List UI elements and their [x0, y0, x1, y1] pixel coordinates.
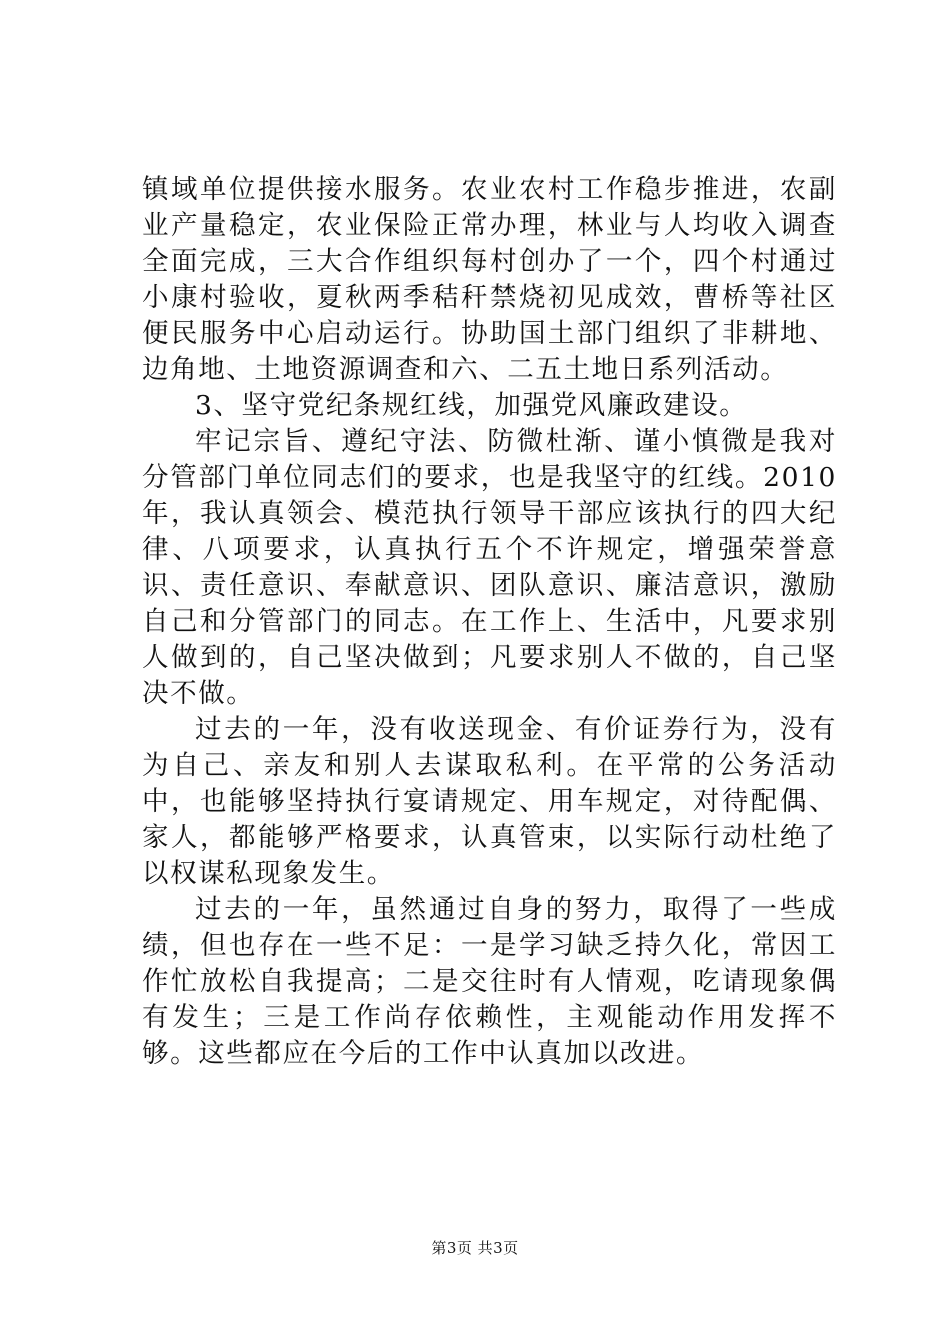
- paragraph-discipline-requirements: 牢记宗旨、遵纪守法、防微杜渐、谨小慎微是我对分管部门单位同志们的要求，也是我坚守的红线。2010年，我认真领会、模范执行领导干部应该执行的四大纪律、八项要求，认真执行五个不许规定，增强荣誉意识、责任意识、奉献意识、团队意识、廉洁意识，激励自己和分管部门的同志。在工作上、生活中，凡要求别人做到的，自己坚决做到；凡要求别人不做的，自己坚决不做。: [142, 426, 837, 709]
- paragraph-shortcomings: 过去的一年，虽然通过自身的努力，取得了一些成绩，但也存在一些不足：一是学习缺乏持久化，常因工作忙放松自我提高；二是交往时有人情观，吃请现象偶有发生；三是工作尚存依赖性，主观能动作用发挥不够。这些都应在今后的工作中认真加以改进。: [142, 894, 837, 1069]
- document-body: [142, 172, 837, 1072]
- section-heading-party-discipline: 3、坚守党纪条规红线，加强党风廉政建设。: [195, 390, 748, 421]
- paragraph-services-and-agriculture: 镇域单位提供接水服务。农业农村工作稳步推进，农副业产量稳定，农业保险正常办理，林业与人均收入调查全面完成，三大合作组织每村创办了一个，四个村通过小康村验收，夏秋两季秸秆禁烧初见成效，曹桥等社区便民服务中心启动运行。协助国土部门组织了非耕地、边角地、土地资源调查和六、二五土地日系列活动。: [142, 174, 837, 385]
- paragraph-integrity-conduct: 过去的一年，没有收送现金、有价证券行为，没有为自己、亲友和别人去谋取私利。在平常的公务活动中，也能够坚持执行宴请规定、用车规定，对待配偶、家人，都能够严格要求，认真管束，以实际行动杜绝了以权谋私现象发生。: [142, 714, 837, 889]
- page-footer: 第3页 共3页: [431, 1239, 519, 1257]
